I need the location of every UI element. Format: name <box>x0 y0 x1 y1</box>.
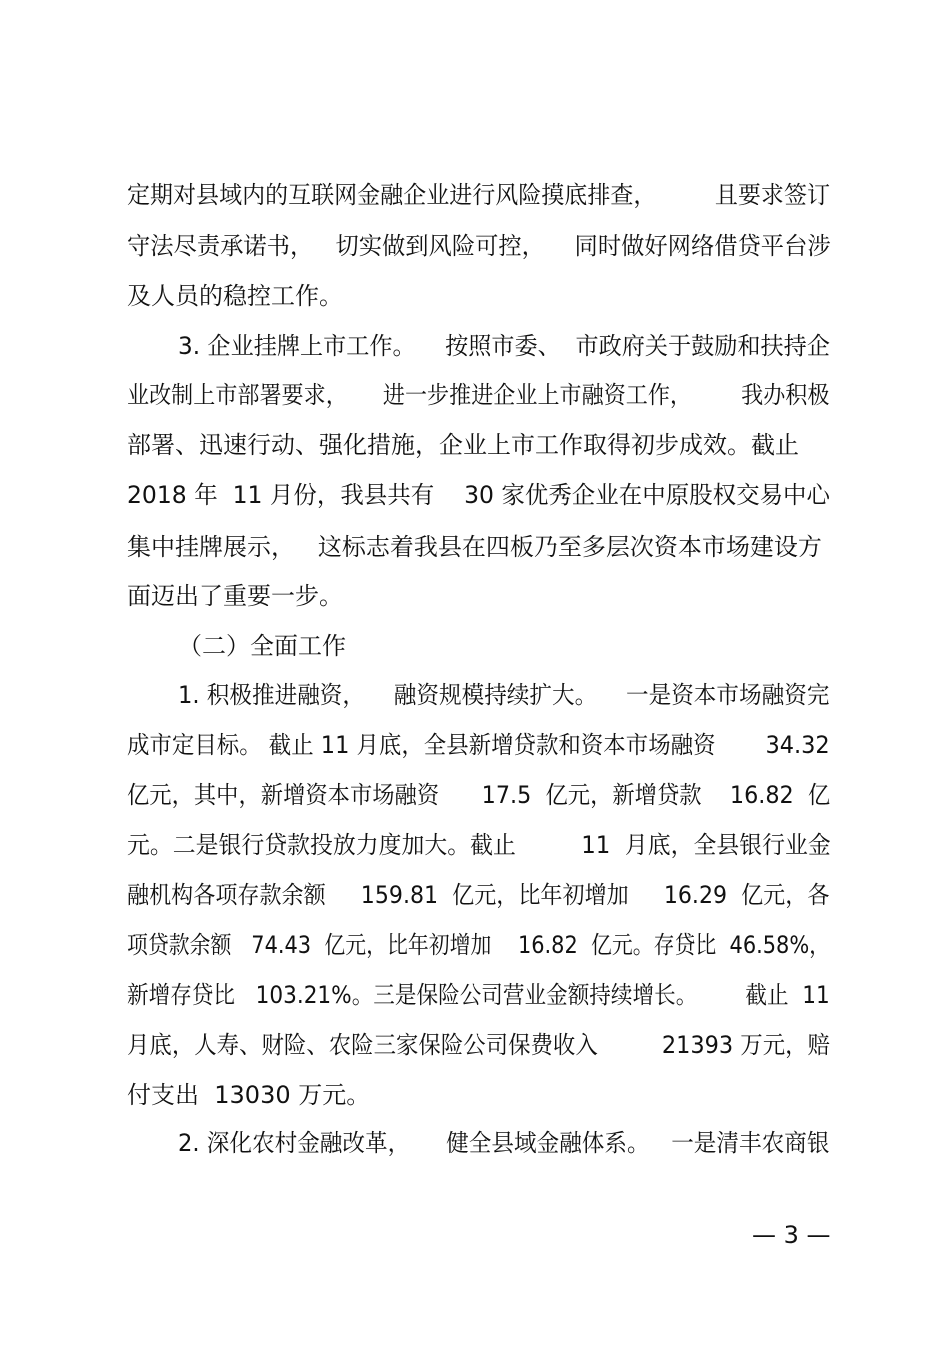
text-line-13: 亿元，其中，新增资本市场融资 17.5 亿元，新增贷款 16.82 亿 <box>127 781 831 809</box>
text-line-8: 集中挂牌展示， 这标志着我县在四板乃至多层次资本市场建设方 <box>127 533 822 561</box>
text-line-5: 业改制上市部署要求， 进一步推进企业上市融资工作， 我办积极 <box>127 381 830 409</box>
text-line-20: 2. 深化农村金融改革， 健全县域金融体系。 一是清丰农商银 <box>178 1129 830 1157</box>
text-line-12: 成市定目标。 截止 11 月底，全县新增贷款和资本市场融资 34.32 <box>127 731 830 759</box>
text-line-14: 元。二是银行贷款投放力度加大。截止 11 月底，全县银行业金 <box>127 831 831 859</box>
text-line-15: 融机构各项存款余额 159.81 亿元，比年初增加 16.29 亿元，各 <box>127 881 830 909</box>
text-line-6: 部署、迅速行动、强化措施，企业上市工作取得初步成效。截止 <box>127 431 799 459</box>
text-line-1: 定期对县域内的互联网金融企业进行风险摸底排查， 且要求签订 <box>127 181 830 209</box>
text-line-9: 面迈出了重要一步。 <box>127 582 343 610</box>
section-heading: （二）全面工作 <box>178 632 346 660</box>
page-number: — 3 — <box>752 1221 831 1249</box>
text-line-16: 项贷款余额 74.43 亿元，比年初增加 16.82 亿元。存贷比 46.58%， <box>127 931 831 959</box>
text-line-11: 1. 积极推进融资， 融资规模持续扩大。 一是资本市场融资完 <box>178 681 830 709</box>
text-line-3: 及人员的稳控工作。 <box>127 282 343 310</box>
text-line-18: 月底，人寿、财险、农险三家保险公司保费收入 21393 万元，赔 <box>127 1031 830 1059</box>
text-line-19: 付支出 13030 万元。 <box>127 1081 371 1109</box>
text-line-7: 2018 年 11 月份，我县共有 30 家优秀企业在中原股权交易中心 <box>127 481 831 509</box>
text-line-2: 守法尽责承诺书， 切实做到风险可控， 同时做好网络借贷平台涉 <box>127 232 831 260</box>
text-line-17: 新增存贷比 103.21%。三是保险公司营业金额持续增长。 截止 11 <box>127 981 830 1009</box>
text-line-4: 3. 企业挂牌上市工作。 按照市委、 市政府关于鼓励和扶持企 <box>178 332 830 360</box>
